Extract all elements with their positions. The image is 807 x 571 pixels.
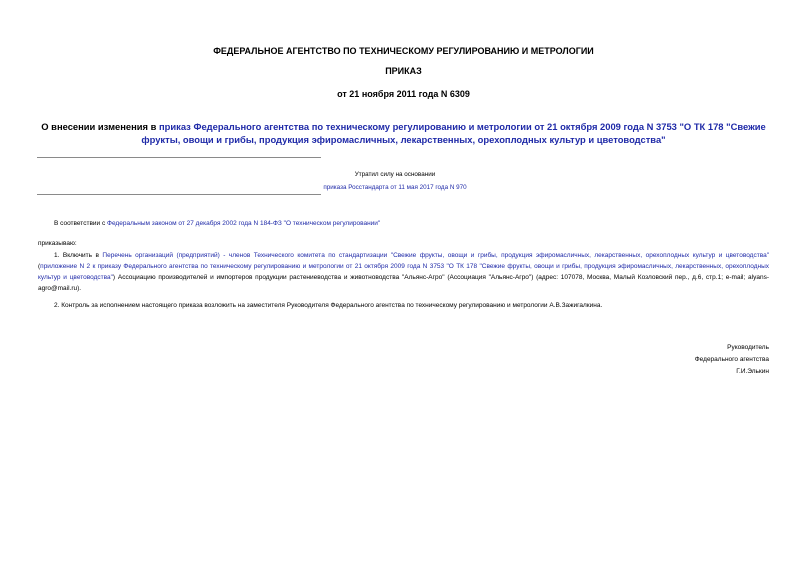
basis-law-link[interactable]: Федеральным законом от 27 декабря 2002 года N 184-ФЗ "О техническом регулировании" xyxy=(107,220,381,227)
item-2-paragraph: 2. Контроль за исполнением настоящего приказа возложить на заместителя Руководителя Федерального агентства по техническому регулированию и метрологии А.В.Зажигалкина. xyxy=(54,302,603,309)
signature-name: Г.И.Элькин xyxy=(736,368,769,375)
item-1-annex-link[interactable]: приложение N 2 к приказу Федерального агентства по техническому регулированию и метрологии от 21 октября 2009 года N 3753 "О ТК 178 "Свежие фрукты, овощи и грибы, продукция эфиромасличных, лекарственных, орехоплодных культур и цветоводства" xyxy=(38,263,769,281)
divider-top xyxy=(37,157,321,158)
title-link[interactable]: приказ Федерального агентства по техническому регулированию и метрологии от 21 октября 2009 года N 3753 "О ТК 178 "Свежие фрукты, овощи и грибы, продукция эфиромасличных, лекарственных, орехоплодных культур и цветоводства" xyxy=(141,121,766,145)
item-1-list-link[interactable]: Перечень организаций (предприятий) - членов Технического комитета по стандартизации "Свежие фрукты, овощи и грибы, продукция эфиромасличных, лекарственных, орехоплодных культур и цветоводства" xyxy=(102,252,770,259)
basis-prefix: В соответствии с xyxy=(54,220,108,227)
item-1-paren: ( xyxy=(38,263,41,270)
order-heading: ПРИКАЗ xyxy=(385,66,422,76)
signature-title: Руководитель xyxy=(727,344,769,351)
lapse-note: Утратил силу на основании xyxy=(354,171,436,178)
title-prefix: О внесении изменения в xyxy=(41,121,159,132)
item-1-rest: ) Ассоциацию производителей и импортеров продукции растениеводства и животноводства "Альянс-Агро" (Ассоциация "Альянс-Агро") (адрес: 107078, Москва, Малый Козловский пер., д.6, стр.1; e-mail; alyans-agro@mail.ru). xyxy=(38,274,769,292)
signature-agency: Федерального агентства xyxy=(694,356,769,363)
item-1-paragraph xyxy=(38,250,769,294)
item-1-start: 1. Включить в xyxy=(54,252,103,259)
order-date: от 21 ноября 2011 года N 6309 xyxy=(337,89,470,99)
divider-bottom xyxy=(37,194,321,195)
lapse-link[interactable]: приказа Росстандарта от 11 мая 2017 года N 970 xyxy=(323,184,467,191)
document-title xyxy=(30,120,777,146)
order-word: приказываю: xyxy=(38,240,77,247)
agency-heading: ФЕДЕРАЛЬНОЕ АГЕНТСТВО ПО ТЕХНИЧЕСКОМУ РЕГУЛИРОВАНИЮ И МЕТРОЛОГИИ xyxy=(213,46,594,56)
basis-paragraph xyxy=(54,218,774,229)
